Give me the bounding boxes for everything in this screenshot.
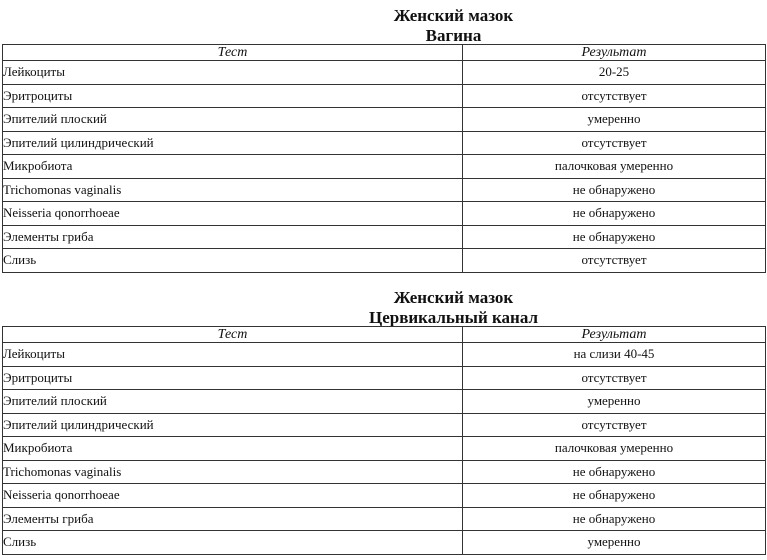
test-result: отсутствует — [463, 249, 766, 273]
test-result: не обнаружено — [463, 225, 766, 249]
column-header-test: Тест — [3, 45, 463, 61]
table-row — [3, 131, 766, 155]
test-name: Neisseria qonorrhoeae — [3, 202, 463, 226]
test-result: не обнаружено — [463, 460, 766, 484]
test-name: Эритроциты — [3, 84, 463, 108]
test-result: 20-25 — [463, 61, 766, 85]
table-row — [3, 155, 766, 179]
column-header-result: Результат — [463, 327, 766, 343]
test-name: Эритроциты — [3, 366, 463, 390]
table-row — [3, 531, 766, 555]
test-result: не обнаружено — [463, 178, 766, 202]
test-result: не обнаружено — [463, 484, 766, 508]
test-name: Лейкоциты — [3, 343, 463, 367]
section-subtitle: Цервикальный канал — [368, 308, 539, 327]
test-name: Микробиота — [3, 437, 463, 461]
test-result: отсутствует — [463, 413, 766, 437]
section-title: Женский мазок — [393, 6, 514, 25]
table-row — [3, 390, 766, 414]
table-row — [3, 437, 766, 461]
table-row — [3, 507, 766, 531]
table-row — [3, 108, 766, 132]
table-row — [3, 460, 766, 484]
table-row — [3, 202, 766, 226]
test-name: Эпителий плоский — [3, 108, 463, 132]
table-row — [3, 61, 766, 85]
section-title: Женский мазок — [393, 288, 514, 307]
test-result: отсутствует — [463, 84, 766, 108]
test-name: Слизь — [3, 249, 463, 273]
test-result: отсутствует — [463, 366, 766, 390]
test-name: Trichomonas vaginalis — [3, 178, 463, 202]
test-name: Эпителий плоский — [3, 390, 463, 414]
test-result: умеренно — [463, 108, 766, 132]
test-name: Элементы гриба — [3, 507, 463, 531]
results-table — [2, 326, 766, 555]
test-result: умеренно — [463, 390, 766, 414]
table-header-row — [3, 327, 766, 343]
test-name: Эпителий цилиндрический — [3, 413, 463, 437]
test-name: Neisseria qonorrhoeae — [3, 484, 463, 508]
test-name: Слизь — [3, 531, 463, 555]
test-result: умеренно — [463, 531, 766, 555]
table-row — [3, 225, 766, 249]
table-row — [3, 84, 766, 108]
test-name: Элементы гриба — [3, 225, 463, 249]
test-result: палочковая умеренно — [463, 155, 766, 179]
results-table — [2, 44, 766, 273]
test-result: отсутствует — [463, 131, 766, 155]
test-result: не обнаружено — [463, 507, 766, 531]
test-name: Trichomonas vaginalis — [3, 460, 463, 484]
test-name: Эпителий цилиндрический — [3, 131, 463, 155]
table-row — [3, 178, 766, 202]
test-result: палочковая умеренно — [463, 437, 766, 461]
column-header-test: Тест — [3, 327, 463, 343]
test-name: Микробиота — [3, 155, 463, 179]
table-row — [3, 484, 766, 508]
column-header-result: Результат — [463, 45, 766, 61]
smear-section-vagina — [0, 0, 767, 273]
table-header-row — [3, 45, 766, 61]
table-row — [3, 413, 766, 437]
table-row — [3, 343, 766, 367]
test-result: не обнаружено — [463, 202, 766, 226]
test-name: Лейкоциты — [3, 61, 463, 85]
smear-section-cervical-canal — [0, 282, 767, 555]
table-row — [3, 249, 766, 273]
table-row — [3, 366, 766, 390]
section-subtitle: Вагина — [425, 26, 482, 45]
test-result: на слизи 40-45 — [463, 343, 766, 367]
